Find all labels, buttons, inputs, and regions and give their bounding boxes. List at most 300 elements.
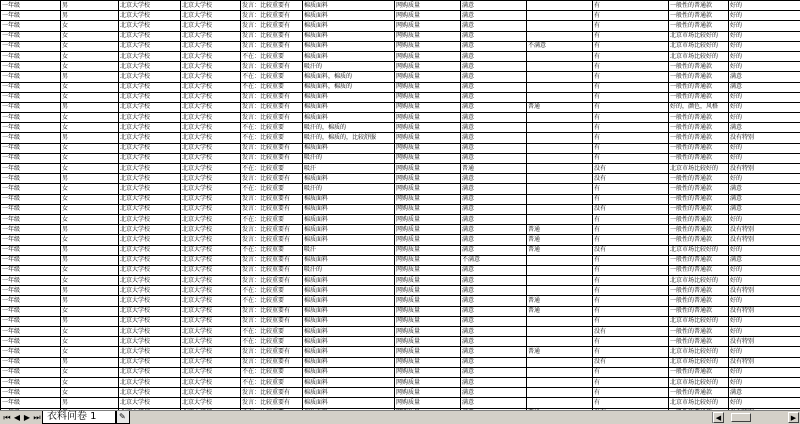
table-cell[interactable]: 网购质量 <box>395 388 461 398</box>
table-cell[interactable]: 棉质面料 <box>303 31 395 41</box>
table-cell[interactable]: 一年级 <box>1 245 61 255</box>
table-cell[interactable]: 好的 <box>729 367 800 377</box>
table-cell[interactable]: 女 <box>61 306 119 316</box>
table-cell[interactable]: 北京大学校 <box>181 367 241 377</box>
table-cell[interactable]: 发言：比较重要有 <box>241 174 303 184</box>
table-cell[interactable]: 满意 <box>461 286 527 296</box>
table-cell[interactable]: 有 <box>593 51 669 61</box>
table-cell[interactable]: 女 <box>61 184 119 194</box>
table-cell[interactable]: 网购质量 <box>395 143 461 153</box>
table-cell[interactable] <box>527 11 593 21</box>
sheet-tab-extra[interactable]: ✎ <box>116 411 130 424</box>
table-cell[interactable]: 一般性的普通款 <box>669 72 729 82</box>
table-cell[interactable]: 一年级 <box>1 143 61 153</box>
table-cell[interactable]: 一年级 <box>1 235 61 245</box>
table-cell[interactable]: 有 <box>593 123 669 133</box>
table-cell[interactable]: 好的 <box>729 245 800 255</box>
table-cell[interactable]: 棉质面料 <box>303 327 395 337</box>
table-cell[interactable]: 女 <box>61 347 119 357</box>
table-cell[interactable] <box>527 153 593 163</box>
table-cell[interactable]: 一年级 <box>1 123 61 133</box>
table-cell[interactable]: 北京市场比较好的 <box>669 316 729 326</box>
table-cell[interactable] <box>527 214 593 224</box>
table-cell[interactable]: 一般性的普通款 <box>669 306 729 316</box>
table-cell[interactable]: 满意 <box>729 123 800 133</box>
table-cell[interactable]: 北京大学校 <box>181 204 241 214</box>
table-cell[interactable]: 网购质量 <box>395 204 461 214</box>
table-cell[interactable]: 满意 <box>461 153 527 163</box>
table-cell[interactable]: 满意 <box>461 357 527 367</box>
table-cell[interactable]: 不在：比较重要 <box>241 337 303 347</box>
table-cell[interactable]: 女 <box>61 153 119 163</box>
table-cell[interactable]: 满意 <box>461 41 527 51</box>
table-cell[interactable]: 女 <box>61 265 119 275</box>
table-cell[interactable]: 一般性的普通款 <box>669 194 729 204</box>
table-cell[interactable]: 有 <box>593 41 669 51</box>
table-cell[interactable]: 网购质量 <box>395 245 461 255</box>
table-cell[interactable] <box>527 337 593 347</box>
table-cell[interactable]: 女 <box>61 82 119 92</box>
table-cell[interactable]: 满意 <box>729 388 800 398</box>
table-cell[interactable]: 网购质量 <box>395 102 461 112</box>
table-cell[interactable]: 一年级 <box>1 133 61 143</box>
table-cell[interactable]: 北京大学校 <box>119 316 181 326</box>
table-cell[interactable]: 一般性的普通款 <box>669 11 729 21</box>
table-cell[interactable]: 有 <box>593 296 669 306</box>
table-cell[interactable]: 一年级 <box>1 377 61 387</box>
table-cell[interactable]: 网购质量 <box>395 377 461 387</box>
table-cell[interactable]: 有 <box>593 62 669 72</box>
table-cell[interactable]: 有 <box>593 21 669 31</box>
table-cell[interactable]: 棉质面料 <box>303 92 395 102</box>
table-cell[interactable]: 北京大学校 <box>119 82 181 92</box>
table-cell[interactable]: 不在：比较重要 <box>241 123 303 133</box>
table-cell[interactable]: 吸汗的 <box>303 153 395 163</box>
table-cell[interactable]: 有 <box>593 1 669 11</box>
table-cell[interactable]: 没有特别 <box>729 225 800 235</box>
table-cell[interactable]: 北京大学校 <box>119 133 181 143</box>
table-cell[interactable]: 满意 <box>729 204 800 214</box>
table-cell[interactable]: 满意 <box>461 235 527 245</box>
table-cell[interactable]: 网购质量 <box>395 255 461 265</box>
table-cell[interactable]: 一般性的普通款 <box>669 184 729 194</box>
table-cell[interactable]: 棉质面料 <box>303 11 395 21</box>
table-cell[interactable]: 发言：比较重要有 <box>241 265 303 275</box>
table-cell[interactable]: 北京大学校 <box>181 174 241 184</box>
table-cell[interactable]: 男 <box>61 245 119 255</box>
table-cell[interactable]: 北京大学校 <box>181 21 241 31</box>
table-cell[interactable]: 一年级 <box>1 327 61 337</box>
table-cell[interactable]: 北京大学校 <box>181 92 241 102</box>
table-cell[interactable] <box>527 184 593 194</box>
table-cell[interactable]: 北京市场比较好的 <box>669 31 729 41</box>
table-cell[interactable]: 网购质量 <box>395 51 461 61</box>
table-cell[interactable]: 网购质量 <box>395 337 461 347</box>
table-cell[interactable]: 好的 <box>729 113 800 123</box>
table-cell[interactable]: 一般性的普通款 <box>669 143 729 153</box>
table-cell[interactable]: 北京大学校 <box>181 276 241 286</box>
table-cell[interactable]: 北京大学校 <box>119 184 181 194</box>
table-cell[interactable]: 吸汗的，棉质的 <box>303 123 395 133</box>
table-cell[interactable]: 棉质面料 <box>303 51 395 61</box>
table-cell[interactable]: 满意 <box>461 123 527 133</box>
table-cell[interactable]: 一年级 <box>1 286 61 296</box>
table-cell[interactable]: 网购质量 <box>395 225 461 235</box>
table-cell[interactable]: 吸汗 <box>303 164 395 174</box>
table-cell[interactable] <box>527 62 593 72</box>
table-cell[interactable]: 满意 <box>461 184 527 194</box>
table-cell[interactable]: 北京大学校 <box>119 265 181 275</box>
table-cell[interactable]: 发言：比较重要有 <box>241 41 303 51</box>
table-cell[interactable]: 女 <box>61 276 119 286</box>
table-cell[interactable]: 满意 <box>461 102 527 112</box>
table-cell[interactable]: 北京市场比较好的 <box>669 357 729 367</box>
table-cell[interactable]: 一年级 <box>1 113 61 123</box>
table-cell[interactable]: 北京大学校 <box>119 306 181 316</box>
table-cell[interactable]: 女 <box>61 123 119 133</box>
table-cell[interactable]: 棉质面料，棉质的 <box>303 72 395 82</box>
table-cell[interactable]: 网购质量 <box>395 235 461 245</box>
table-cell[interactable]: 普通 <box>527 245 593 255</box>
table-cell[interactable]: 北京市场比较好的 <box>669 377 729 387</box>
table-cell[interactable]: 棉质面料 <box>303 41 395 51</box>
table-cell[interactable]: 满意 <box>461 82 527 92</box>
table-cell[interactable]: 北京大学校 <box>119 388 181 398</box>
table-cell[interactable]: 一般性的普通款 <box>669 214 729 224</box>
table-cell[interactable]: 北京大学校 <box>181 265 241 275</box>
table-cell[interactable]: 北京市场比较好的 <box>669 164 729 174</box>
table-cell[interactable]: 一年级 <box>1 214 61 224</box>
table-cell[interactable]: 一般性的普通款 <box>669 388 729 398</box>
table-cell[interactable]: 好的 <box>729 11 800 21</box>
table-cell[interactable]: 北京市场比较好的 <box>669 347 729 357</box>
table-cell[interactable]: 北京大学校 <box>119 123 181 133</box>
table-cell[interactable]: 棉质面料 <box>303 113 395 123</box>
table-cell[interactable]: 北京大学校 <box>119 377 181 387</box>
table-cell[interactable]: 一年级 <box>1 255 61 265</box>
table-cell[interactable]: 棉质面料 <box>303 337 395 347</box>
table-cell[interactable]: 一般性的普通款 <box>669 82 729 92</box>
table-cell[interactable]: 没有 <box>593 174 669 184</box>
table-cell[interactable]: 北京大学校 <box>181 123 241 133</box>
table-cell[interactable]: 一年级 <box>1 82 61 92</box>
table-cell[interactable]: 满意 <box>461 296 527 306</box>
table-cell[interactable]: 发言：比较重要有 <box>241 92 303 102</box>
table-cell[interactable]: 不在：比较重要 <box>241 377 303 387</box>
table-cell[interactable]: 有 <box>593 286 669 296</box>
table-cell[interactable]: 一年级 <box>1 51 61 61</box>
table-cell[interactable]: 满意 <box>461 133 527 143</box>
table-cell[interactable]: 北京大学校 <box>119 204 181 214</box>
table-cell[interactable]: 北京大学校 <box>181 398 241 408</box>
table-cell[interactable]: 女 <box>61 31 119 41</box>
table-cell[interactable]: 棉质面料 <box>303 255 395 265</box>
table-cell[interactable]: 满意 <box>461 214 527 224</box>
table-cell[interactable]: 有 <box>593 72 669 82</box>
table-cell[interactable]: 男 <box>61 357 119 367</box>
scroll-left-icon[interactable]: ◀ <box>713 412 724 423</box>
table-cell[interactable] <box>527 82 593 92</box>
table-cell[interactable]: 北京大学校 <box>181 388 241 398</box>
table-cell[interactable]: 北京大学校 <box>119 367 181 377</box>
table-cell[interactable]: 发言：比较重要有 <box>241 357 303 367</box>
table-cell[interactable]: 一般性的普通款 <box>669 204 729 214</box>
table-cell[interactable]: 一年级 <box>1 306 61 316</box>
table-cell[interactable]: 男 <box>61 11 119 21</box>
table-cell[interactable]: 一年级 <box>1 62 61 72</box>
table-cell[interactable]: 北京大学校 <box>119 235 181 245</box>
table-cell[interactable]: 没有特别 <box>729 235 800 245</box>
table-cell[interactable]: 不在：比较重要 <box>241 72 303 82</box>
table-cell[interactable]: 满意 <box>729 184 800 194</box>
table-cell[interactable]: 满意 <box>461 388 527 398</box>
table-cell[interactable]: 不在：比较重要 <box>241 367 303 377</box>
table-cell[interactable]: 不在：比较重要 <box>241 51 303 61</box>
table-cell[interactable]: 没有特别 <box>729 357 800 367</box>
table-cell[interactable]: 北京大学校 <box>181 337 241 347</box>
table-cell[interactable]: 有 <box>593 31 669 41</box>
table-cell[interactable]: 一年级 <box>1 41 61 51</box>
table-cell[interactable]: 北京大学校 <box>119 153 181 163</box>
table-cell[interactable]: 一般性的普通款 <box>669 1 729 11</box>
table-cell[interactable]: 满意 <box>461 143 527 153</box>
table-cell[interactable]: 一般性的普通款 <box>669 327 729 337</box>
table-cell[interactable]: 北京大学校 <box>119 51 181 61</box>
table-cell[interactable]: 有 <box>593 194 669 204</box>
table-cell[interactable]: 满意 <box>461 21 527 31</box>
table-cell[interactable]: 网购质量 <box>395 72 461 82</box>
table-cell[interactable]: 棉质面料 <box>303 214 395 224</box>
table-cell[interactable]: 普通 <box>527 347 593 357</box>
table-cell[interactable]: 一般性的普通款 <box>669 92 729 102</box>
table-cell[interactable]: 北京大学校 <box>119 337 181 347</box>
table-cell[interactable]: 满意 <box>461 306 527 316</box>
table-cell[interactable]: 北京大学校 <box>181 1 241 11</box>
table-cell[interactable]: 满意 <box>461 113 527 123</box>
table-cell[interactable]: 有 <box>593 367 669 377</box>
table-cell[interactable]: 网购质量 <box>395 276 461 286</box>
table-cell[interactable]: 不满意 <box>527 41 593 51</box>
table-cell[interactable]: 一般性的普通款 <box>669 337 729 347</box>
table-cell[interactable] <box>527 174 593 184</box>
table-cell[interactable]: 满意 <box>461 347 527 357</box>
table-cell[interactable] <box>527 276 593 286</box>
table-cell[interactable]: 北京大学校 <box>119 327 181 337</box>
table-cell[interactable]: 一般性的普通款 <box>669 133 729 143</box>
table-cell[interactable]: 满意 <box>461 265 527 275</box>
table-cell[interactable]: 北京大学校 <box>119 1 181 11</box>
last-sheet-icon[interactable]: ⏭ <box>33 413 41 422</box>
table-cell[interactable]: 女 <box>61 41 119 51</box>
table-cell[interactable]: 有 <box>593 133 669 143</box>
table-cell[interactable]: 北京大学校 <box>181 51 241 61</box>
table-cell[interactable]: 好的 <box>729 276 800 286</box>
table-cell[interactable]: 北京大学校 <box>119 245 181 255</box>
table-cell[interactable]: 男 <box>61 102 119 112</box>
table-cell[interactable]: 有 <box>593 82 669 92</box>
table-cell[interactable]: 棉质面料 <box>303 296 395 306</box>
table-cell[interactable]: 女 <box>61 21 119 31</box>
prev-sheet-icon[interactable]: ◀ <box>13 413 21 422</box>
table-cell[interactable]: 满意 <box>461 194 527 204</box>
table-cell[interactable]: 好的 <box>729 102 800 112</box>
table-cell[interactable]: 棉质面料，棉质的 <box>303 82 395 92</box>
table-cell[interactable]: 好的 <box>729 62 800 72</box>
table-cell[interactable] <box>527 72 593 82</box>
table-cell[interactable] <box>527 398 593 408</box>
table-cell[interactable]: 有 <box>593 214 669 224</box>
table-cell[interactable]: 棉质面料 <box>303 377 395 387</box>
table-cell[interactable]: 北京大学校 <box>119 398 181 408</box>
table-cell[interactable]: 北京大学校 <box>119 296 181 306</box>
table-cell[interactable] <box>527 265 593 275</box>
table-cell[interactable]: 网购质量 <box>395 92 461 102</box>
table-cell[interactable]: 好的 <box>729 174 800 184</box>
table-cell[interactable]: 北京大学校 <box>181 214 241 224</box>
table-cell[interactable] <box>527 51 593 61</box>
table-cell[interactable]: 棉质面料 <box>303 1 395 11</box>
table-cell[interactable]: 有 <box>593 337 669 347</box>
table-cell[interactable]: 一年级 <box>1 347 61 357</box>
table-cell[interactable]: 北京大学校 <box>119 21 181 31</box>
table-cell[interactable]: 男 <box>61 286 119 296</box>
table-cell[interactable]: 有 <box>593 153 669 163</box>
table-cell[interactable]: 棉质面料 <box>303 174 395 184</box>
table-cell[interactable]: 有 <box>593 102 669 112</box>
table-cell[interactable]: 好的 <box>729 214 800 224</box>
table-cell[interactable]: 北京大学校 <box>119 347 181 357</box>
table-cell[interactable]: 男 <box>61 1 119 11</box>
table-cell[interactable]: 一般性的普通款 <box>669 367 729 377</box>
table-cell[interactable]: 一年级 <box>1 337 61 347</box>
table-cell[interactable]: 发言：比较重要有 <box>241 316 303 326</box>
table-cell[interactable]: 不在：比较重要 <box>241 164 303 174</box>
table-cell[interactable]: 棉质面料 <box>303 235 395 245</box>
table-cell[interactable]: 不在：比较重要 <box>241 296 303 306</box>
table-cell[interactable]: 北京市场比较好的 <box>669 245 729 255</box>
table-cell[interactable]: 北京大学校 <box>181 153 241 163</box>
table-cell[interactable]: 满意 <box>461 337 527 347</box>
table-cell[interactable]: 网购质量 <box>395 82 461 92</box>
table-cell[interactable]: 棉质面料 <box>303 388 395 398</box>
table-cell[interactable]: 发言：比较重要有 <box>241 21 303 31</box>
table-cell[interactable]: 好的 <box>729 296 800 306</box>
table-cell[interactable]: 北京大学校 <box>181 357 241 367</box>
table-cell[interactable]: 网购质量 <box>395 31 461 41</box>
table-cell[interactable]: 女 <box>61 327 119 337</box>
table-cell[interactable]: 没有特别 <box>729 306 800 316</box>
table-cell[interactable]: 网购质量 <box>395 194 461 204</box>
table-cell[interactable]: 网购质量 <box>395 367 461 377</box>
table-cell[interactable]: 北京大学校 <box>119 174 181 184</box>
table-cell[interactable]: 一年级 <box>1 194 61 204</box>
table-cell[interactable]: 有 <box>593 143 669 153</box>
table-cell[interactable]: 棉质面料 <box>303 194 395 204</box>
table-cell[interactable]: 北京大学校 <box>181 296 241 306</box>
table-cell[interactable]: 男 <box>61 255 119 265</box>
table-cell[interactable]: 一年级 <box>1 388 61 398</box>
table-cell[interactable]: 男 <box>61 398 119 408</box>
table-cell[interactable]: 女 <box>61 204 119 214</box>
table-cell[interactable]: 吸汗的 <box>303 184 395 194</box>
table-cell[interactable]: 女 <box>61 377 119 387</box>
table-cell[interactable]: 北京大学校 <box>181 31 241 41</box>
table-cell[interactable]: 北京大学校 <box>181 11 241 21</box>
table-cell[interactable]: 网购质量 <box>395 347 461 357</box>
table-cell[interactable]: 发言：比较重要有 <box>241 388 303 398</box>
table-cell[interactable]: 不在：比较重要 <box>241 327 303 337</box>
table-cell[interactable]: 一般性的普通款 <box>669 174 729 184</box>
table-cell[interactable] <box>527 31 593 41</box>
table-cell[interactable]: 一年级 <box>1 357 61 367</box>
table-cell[interactable]: 北京大学校 <box>119 214 181 224</box>
table-cell[interactable]: 一年级 <box>1 92 61 102</box>
table-cell[interactable]: 一年级 <box>1 184 61 194</box>
table-cell[interactable] <box>527 123 593 133</box>
table-cell[interactable]: 网购质量 <box>395 184 461 194</box>
table-cell[interactable]: 北京大学校 <box>119 194 181 204</box>
table-cell[interactable]: 北京大学校 <box>119 41 181 51</box>
table-cell[interactable]: 女 <box>61 214 119 224</box>
table-cell[interactable]: 有 <box>593 306 669 316</box>
table-cell[interactable]: 一年级 <box>1 21 61 31</box>
table-cell[interactable] <box>527 21 593 31</box>
table-cell[interactable]: 有 <box>593 398 669 408</box>
table-cell[interactable]: 普通 <box>527 306 593 316</box>
table-cell[interactable]: 北京大学校 <box>181 225 241 235</box>
table-cell[interactable]: 有 <box>593 113 669 123</box>
table-cell[interactable]: 北京大学校 <box>181 62 241 72</box>
table-cell[interactable]: 有 <box>593 184 669 194</box>
table-cell[interactable]: 网购质量 <box>395 265 461 275</box>
table-cell[interactable]: 北京大学校 <box>181 235 241 245</box>
table-cell[interactable]: 发言：比较重要有 <box>241 204 303 214</box>
table-cell[interactable]: 北京市场比较好的 <box>669 51 729 61</box>
table-cell[interactable]: 满意 <box>461 31 527 41</box>
table-cell[interactable]: 好的 <box>729 1 800 11</box>
table-cell[interactable]: 有 <box>593 255 669 265</box>
table-cell[interactable]: 有 <box>593 235 669 245</box>
table-cell[interactable]: 普通 <box>527 102 593 112</box>
table-cell[interactable]: 一年级 <box>1 367 61 377</box>
table-cell[interactable]: 北京大学校 <box>119 286 181 296</box>
table-cell[interactable]: 一般性的普通款 <box>669 296 729 306</box>
table-cell[interactable]: 网购质量 <box>395 133 461 143</box>
table-cell[interactable]: 发言：比较重要有 <box>241 1 303 11</box>
table-cell[interactable]: 北京大学校 <box>181 143 241 153</box>
table-cell[interactable]: 男 <box>61 296 119 306</box>
table-cell[interactable]: 发言：比较重要有 <box>241 225 303 235</box>
table-cell[interactable]: 一年级 <box>1 316 61 326</box>
table-cell[interactable]: 北京大学校 <box>119 357 181 367</box>
table-cell[interactable]: 北京大学校 <box>181 82 241 92</box>
table-cell[interactable]: 满意 <box>461 174 527 184</box>
table-cell[interactable]: 满意 <box>461 377 527 387</box>
table-cell[interactable]: 一般性的普通款 <box>669 286 729 296</box>
table-cell[interactable]: 有 <box>593 388 669 398</box>
table-cell[interactable]: 普通 <box>527 296 593 306</box>
table-cell[interactable]: 有 <box>593 265 669 275</box>
table-cell[interactable]: 女 <box>61 235 119 245</box>
table-cell[interactable]: 发言：比较重要有 <box>241 11 303 21</box>
table-cell[interactable]: 北京大学校 <box>119 113 181 123</box>
table-cell[interactable]: 北京大学校 <box>119 143 181 153</box>
table-cell[interactable]: 北京大学校 <box>119 92 181 102</box>
table-cell[interactable]: 不在：比较重要 <box>241 286 303 296</box>
table-cell[interactable]: 网购质量 <box>395 174 461 184</box>
table-cell[interactable] <box>527 204 593 214</box>
table-cell[interactable]: 发言：比较重要有 <box>241 194 303 204</box>
